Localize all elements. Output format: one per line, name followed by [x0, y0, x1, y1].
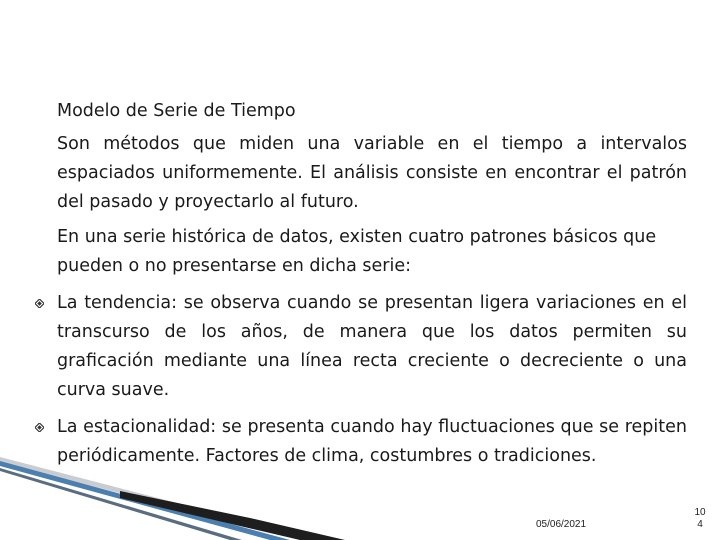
bullet-text-tendencia: La tendencia: se observa cuando se presentan ligera variaciones en el transcurso de los años, de manera que los datos permiten su graficación mediante una línea recta creciente o decreciente o una curva suave. — [57, 293, 687, 400]
slide-heading: Modelo de Serie de Tiempo — [57, 101, 296, 121]
bullet-text-estacionalidad: La estacionalidad: se presenta cuando hay fluctuaciones que se repiten periódicamente. Factores de clima, costumbres o tradiciones. — [57, 417, 687, 466]
diamond-bullet-icon — [35, 299, 44, 308]
page-number-top: 10 — [694, 507, 706, 518]
bullet-item-estacionalidad — [57, 413, 687, 471]
paragraph-definition: Son métodos que miden una variable en el tiempo a intervalos espaciados uniformemente. El análisis consiste en encontrar el patrón del pasado y proyectarlo al futuro. — [57, 134, 687, 212]
diamond-bullet-icon — [35, 423, 44, 432]
page-number — [690, 507, 710, 531]
slide-body — [57, 97, 687, 471]
stripe-thin — [0, 468, 242, 540]
page-number-bottom: 4 — [697, 519, 703, 530]
footer-date: 05/06/2021 — [536, 519, 587, 530]
bullet-item-tendencia — [57, 289, 687, 405]
paragraph-patterns-intro: En una serie histórica de datos, existen cuatro patrones básicos que pueden o no presentarse en dicha serie: — [57, 227, 657, 276]
